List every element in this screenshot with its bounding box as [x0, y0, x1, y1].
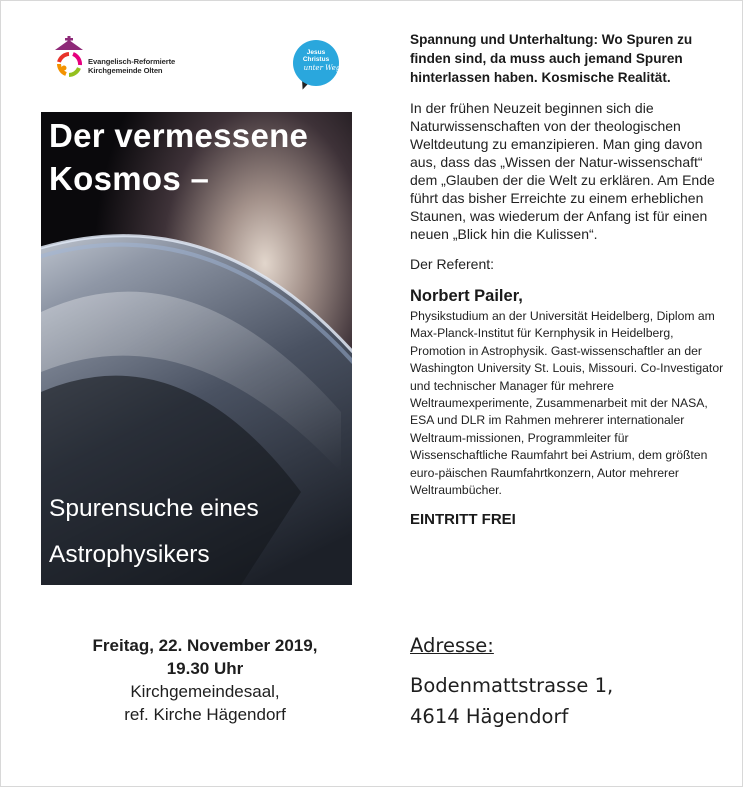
speaker-name: Norbert Pailer,: [410, 287, 523, 305]
speech-bubble: [293, 40, 339, 86]
poster-subtitle-line2: Astrophysikers: [49, 541, 210, 568]
speaker-bio: Physikstudium an der Universität Heidelberg, Diplom am Max-Planck-Institut für Kernphysik in Heidelberg, Promotion in Astrophysik. Gast-wissenschaftler an der Washington University St. Louis, Missouri. Co-Investigator und technischer Manager für mehrere Weltraumexperimente, Zusammenarbeit mit der NASA, ESA und DLR im Rahmen mehrerer internationaler Weltraum-missionen, Programmleiter für Wissenschaftliche Raumfahrt bei Astrium, dem größten euro-päischen Raumfahrtkonzern, Autor mehrerer Weltraumbücher.: [410, 309, 724, 498]
description-column: [410, 30, 728, 528]
poster-title-line2: Kosmos –: [49, 160, 210, 197]
event-poster: [41, 112, 352, 585]
poster-title-line1: Der vermessene: [49, 117, 309, 154]
address-block: [410, 632, 710, 732]
event-date: Freitag, 22. November 2019,: [92, 636, 318, 655]
description-paragraph: In der frühen Neuzeit beginnen sich die Naturwissenschaften von der theologischen Weltdeutung zu emanzipieren. Man ging davon aus, dass das „Wissen der Natur-wissenschaft“ dem „Glauben der die Welt zu erklären. Am Ende führt das bisher Erreichte zu einem erheblichen Staunen, was wiederum der Anfang ist für einen neuen „Blick hin die Kulissen“.: [410, 100, 715, 242]
intro-text: Spannung und Unterhaltung: Wo Spuren zu finden sind, da muss auch jemand Spuren hinterlassen haben. Kosmische Realität.: [410, 32, 693, 85]
address-city: 4614 Hägendorf: [410, 705, 569, 728]
address-label: Adresse:: [410, 634, 494, 657]
poster-subtitle-line1: Spurensuche eines: [49, 495, 259, 522]
event-venue-line1: Kirchgemeindesaal,: [130, 682, 280, 701]
event-venue-line2: ref. Kirche Hägendorf: [124, 705, 286, 724]
jesus-logo-line3: unter Weg: [303, 64, 341, 72]
church-logo-line2: Kirchgemeinde Olten: [88, 66, 163, 75]
church-logo: [52, 36, 202, 84]
speaker-label: Der Referent:: [410, 256, 495, 272]
poster-title: [49, 114, 349, 200]
church-logo-line1: Evangelisch-Reformierte: [88, 57, 176, 66]
church-logo-mark: [52, 36, 86, 84]
admission-note: EINTRITT FREI: [410, 511, 516, 529]
jesus-logo-line2: Christus: [302, 56, 330, 63]
address-street: Bodenmattstrasse 1,: [410, 674, 614, 697]
jesus-logo-line1: Jesus: [306, 49, 326, 56]
jesus-christus-logo: [293, 40, 341, 92]
event-time: 19.30 Uhr: [166, 659, 244, 678]
poster-subtitle: [49, 486, 259, 578]
event-details: [60, 634, 350, 726]
